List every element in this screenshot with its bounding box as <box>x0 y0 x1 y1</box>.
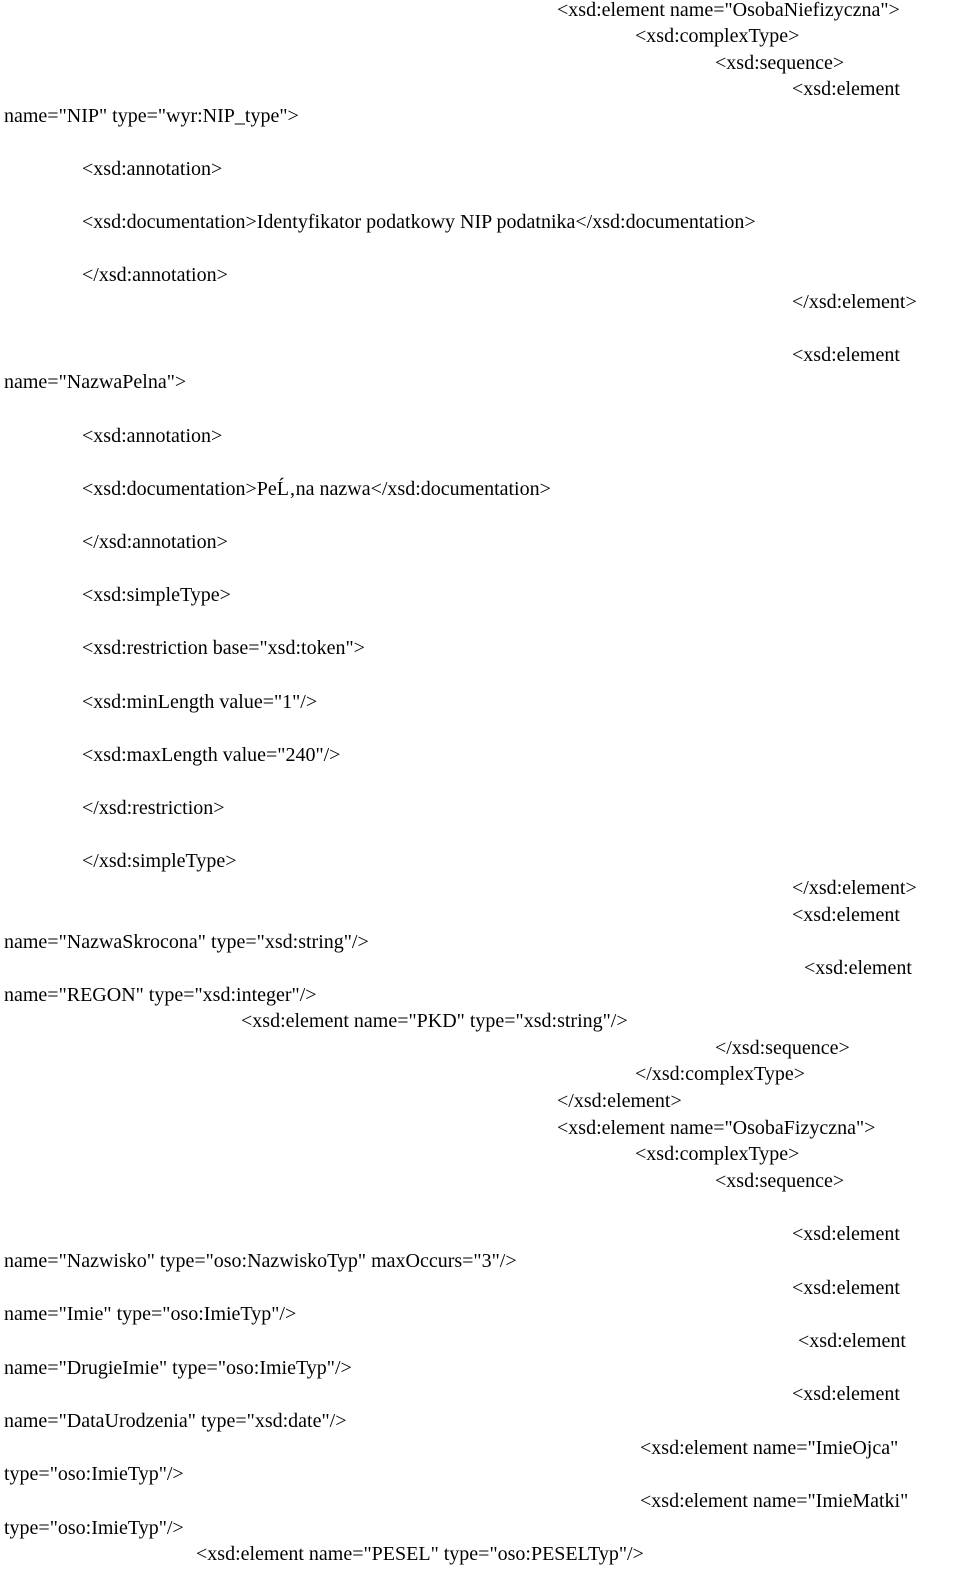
text-line: <xsd:element name="ImieMatki" <box>640 1490 909 1512</box>
text-line: name="NIP" type="wyr:NIP_type"> <box>4 105 299 127</box>
text-line: </xsd:element> <box>557 1090 682 1112</box>
text-line: </xsd:simpleType> <box>82 850 237 872</box>
text-line: <xsd:minLength value="1"/> <box>82 691 318 713</box>
text-line: type="oso:ImieTyp"/> <box>4 1517 184 1539</box>
text-line: <xsd:documentation>PeĹ‚na nazwa</xsd:documentation> <box>82 478 551 500</box>
text-line: <xsd:element <box>792 1277 900 1299</box>
text-line: type="oso:ImieTyp"/> <box>4 1463 184 1485</box>
text-line: </xsd:sequence> <box>715 1037 850 1059</box>
text-line: <xsd:element <box>792 1383 900 1405</box>
text-line: <xsd:simpleType> <box>82 584 231 606</box>
text-line: <xsd:annotation> <box>82 425 223 447</box>
text-line: <xsd:element name="OsobaFizyczna"> <box>557 1117 876 1139</box>
text-line: <xsd:element name="ImieOjca" <box>640 1437 899 1459</box>
text-line: <xsd:element name="OsobaNiefizyczna"> <box>557 0 900 21</box>
text-line: <xsd:element <box>792 78 900 100</box>
text-line: <xsd:sequence> <box>715 52 845 74</box>
text-line: <xsd:element <box>792 904 900 926</box>
text-line: <xsd:element name="PKD" type="xsd:string"/> <box>241 1010 628 1032</box>
text-line: <xsd:maxLength value="240"/> <box>82 744 341 766</box>
text-line: </xsd:annotation> <box>82 264 228 286</box>
text-line: </xsd:annotation> <box>82 531 228 553</box>
text-line: <xsd:annotation> <box>82 158 223 180</box>
text-line: name="NazwaPelna"> <box>4 371 187 393</box>
text-line: <xsd:complexType> <box>635 25 800 47</box>
text-line: <xsd:element <box>792 344 900 366</box>
text-line: name="DataUrodzenia" type="xsd:date"/> <box>4 1410 347 1432</box>
text-line: <xsd:element <box>792 1223 900 1245</box>
text-line: </xsd:element> <box>792 877 917 899</box>
text-line: <xsd:documentation>Identyfikator podatkowy NIP podatnika</xsd:documentation> <box>82 211 756 233</box>
text-line: <xsd:sequence> <box>715 1170 845 1192</box>
text-line: <xsd:element name="PESEL" type="oso:PESELTyp"/> <box>196 1543 644 1565</box>
text-line: name="NazwaSkrocona" type="xsd:string"/> <box>4 931 369 953</box>
text-line: name="DrugieImie" type="oso:ImieTyp"/> <box>4 1357 352 1379</box>
text-line: name="Nazwisko" type="oso:NazwiskoTyp" maxOccurs="3"/> <box>4 1250 517 1272</box>
text-line: <xsd:element <box>804 957 912 979</box>
text-line: <xsd:complexType> <box>635 1143 800 1165</box>
text-line: </xsd:restriction> <box>82 797 225 819</box>
text-line: </xsd:element> <box>792 291 917 313</box>
text-line: name="REGON" type="xsd:integer"/> <box>4 984 317 1006</box>
text-line: name="Imie" type="oso:ImieTyp"/> <box>4 1303 297 1325</box>
text-line: <xsd:restriction base="xsd:token"> <box>82 637 365 659</box>
text-line: </xsd:complexType> <box>635 1063 806 1085</box>
text-line: <xsd:element <box>798 1330 906 1352</box>
